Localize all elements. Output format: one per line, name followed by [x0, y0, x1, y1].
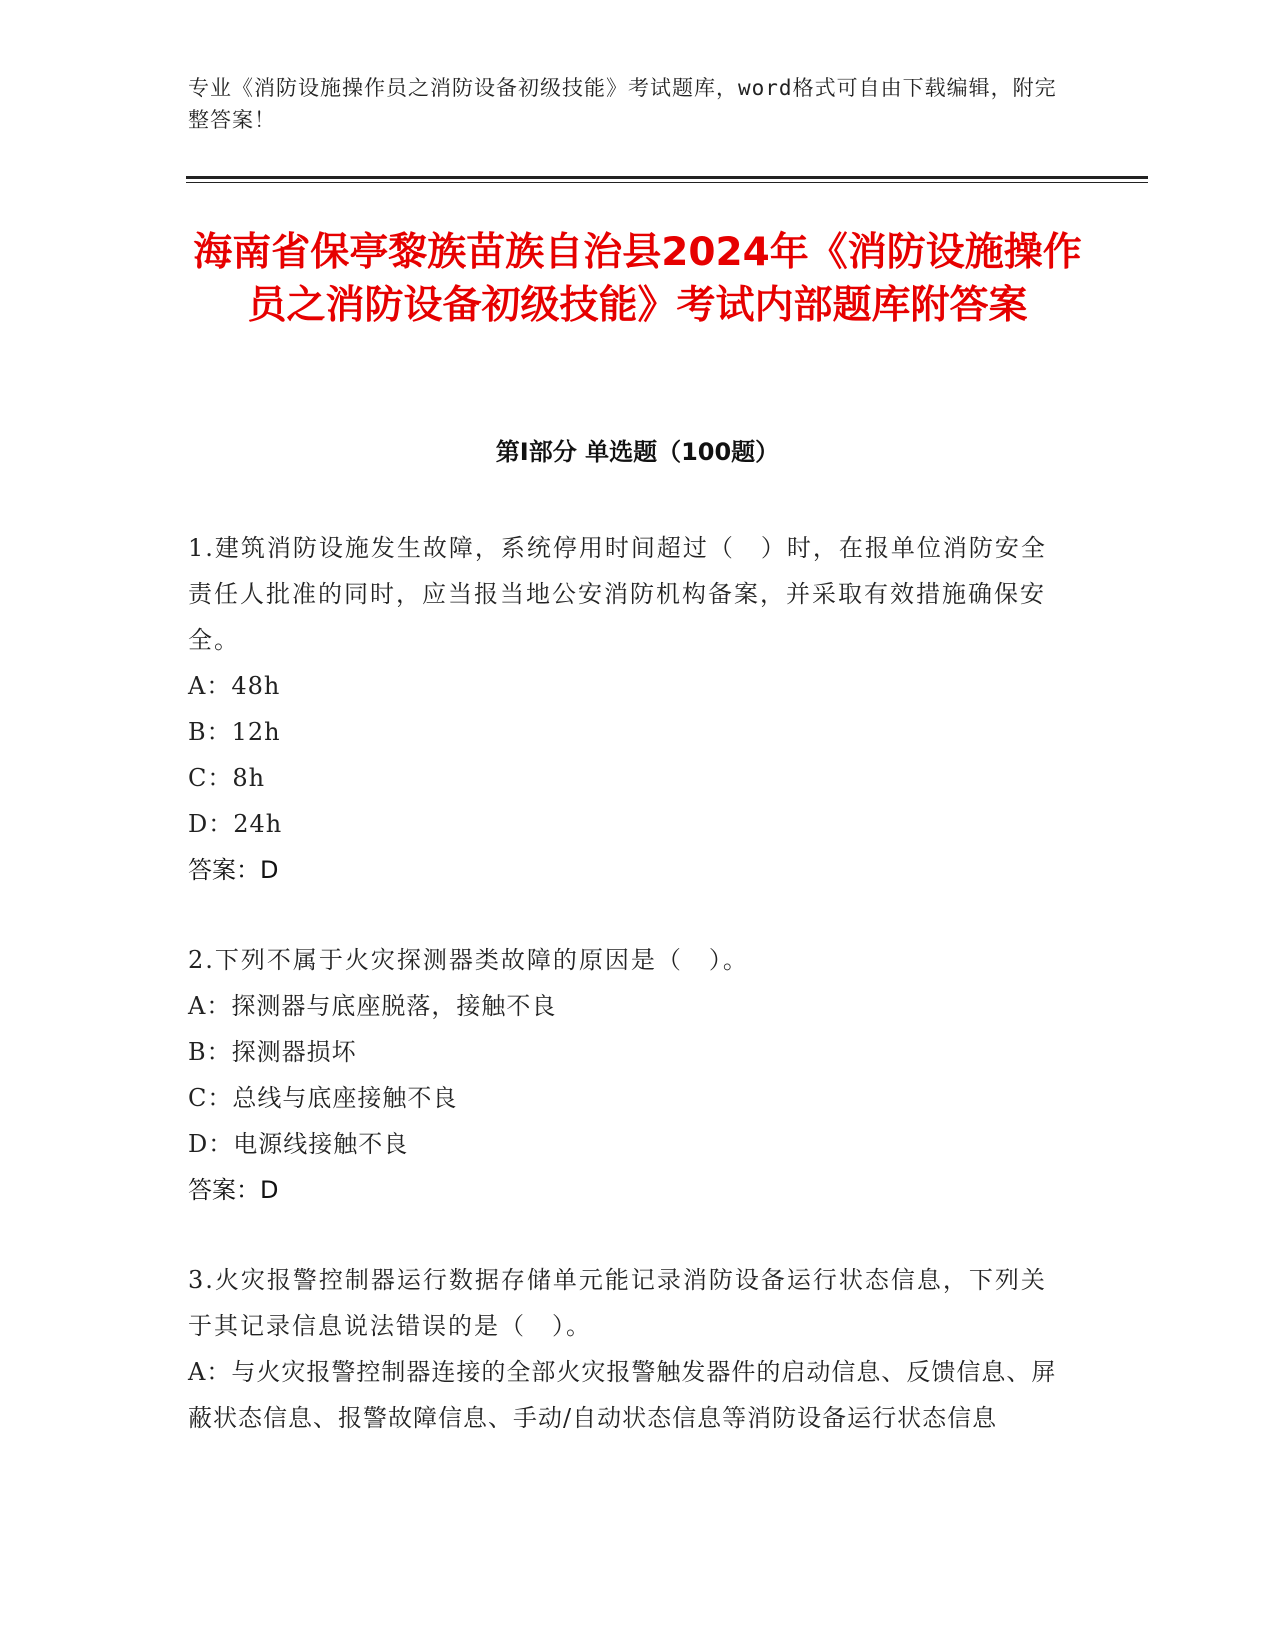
section-title: 第Ⅰ部分 单选题（100题）: [495, 438, 780, 466]
option-d: D：电源线接触不良: [188, 1130, 409, 1158]
question-stem: 1.建筑消防设施发生故障，系统停用时间超过（ ）时，在报单位消防安全责任人批准的同时，应当报当地公安消防机构备案，并采取有效措施确保安全。: [188, 534, 1047, 654]
answer: 答案：D: [188, 1176, 279, 1204]
option-d: D：24h: [188, 810, 283, 838]
header-divider-thick: [186, 176, 1148, 179]
question-stem: 2.下列不属于火灾探测器类故障的原因是（ ）。: [188, 946, 749, 974]
option-a: A：探测器与底座脱落，接触不良: [188, 992, 557, 1020]
document-title: 海南省保亭黎族苗族自治县2024年《消防设施操作员之消防设备初级技能》考试内部题库附答案: [193, 230, 1082, 328]
answer: 答案：D: [188, 856, 279, 884]
header-note: 专业《消防设施操作员之消防设备初级技能》考试题库，word格式可自由下载编辑，附完整答案！: [188, 76, 1057, 132]
option-b: B：探测器损坏: [188, 1038, 357, 1066]
option-a: A：与火灾报警控制器连接的全部火灾报警触发器件的启动信息、反馈信息、屏蔽状态信息、报警故障信息、手动/自动状态信息等消防设备运行状态信息: [188, 1358, 1057, 1432]
question-2: [188, 937, 1068, 1213]
header-divider-thin: [186, 182, 1148, 183]
question-1: [188, 525, 1068, 893]
option-a: A：48h: [188, 672, 281, 700]
question-3: [188, 1257, 1068, 1441]
option-b: B：12h: [188, 718, 281, 746]
question-stem: 3.火灾报警控制器运行数据存储单元能记录消防设备运行状态信息，下列关于其记录信息说法错误的是（ ）。: [188, 1266, 1047, 1340]
option-c: C：总线与底座接触不良: [188, 1084, 458, 1112]
option-c: C：8h: [188, 764, 266, 792]
questions-body: [188, 525, 1068, 1485]
